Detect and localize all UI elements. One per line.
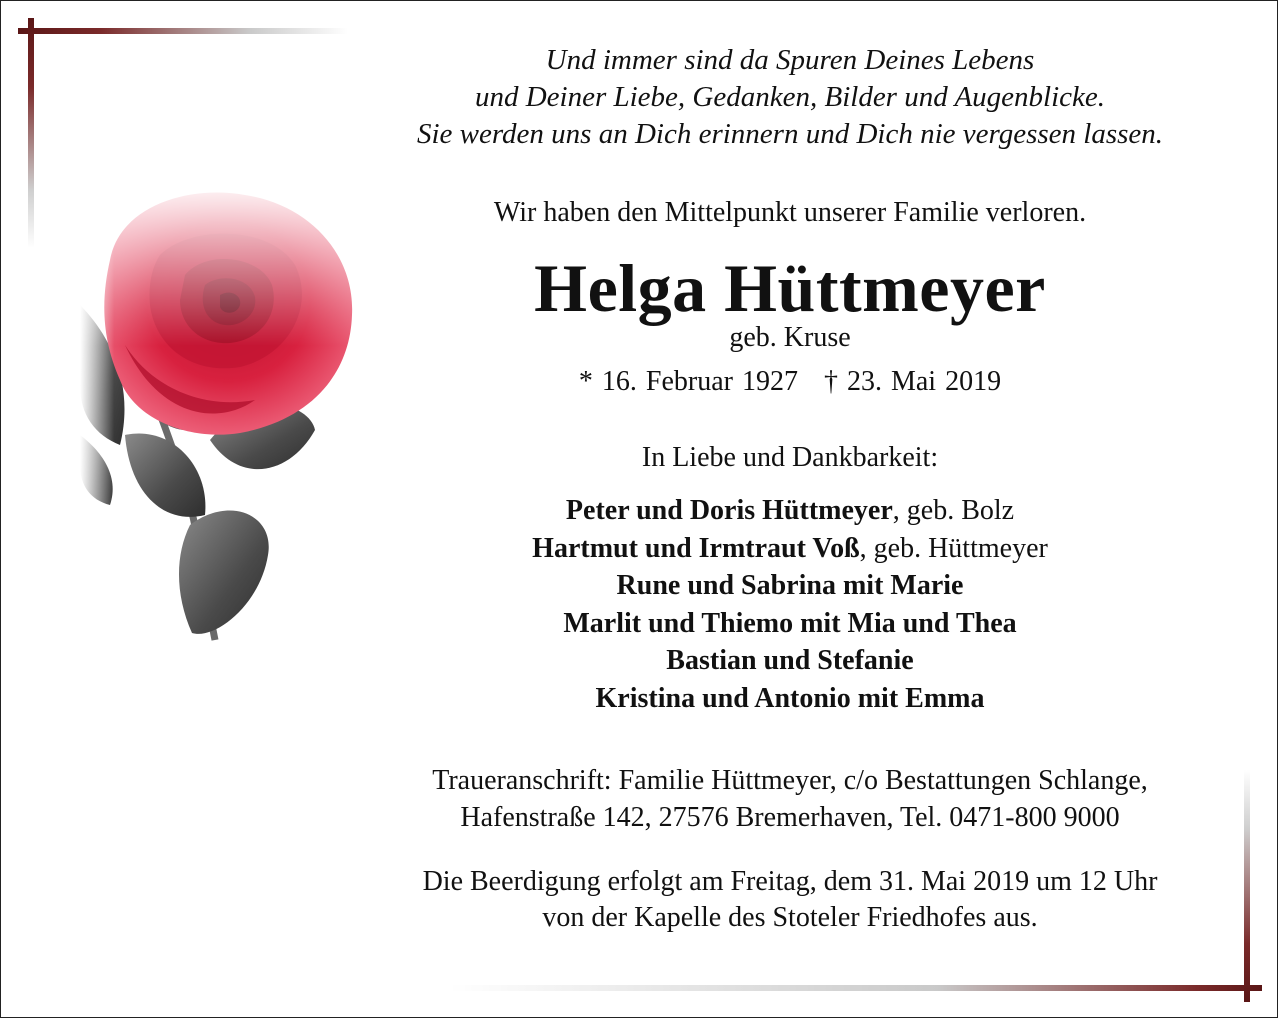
corner-decoration-bottom-right-vertical <box>1244 770 1250 1002</box>
family-member <box>340 530 1240 568</box>
family-member-name: Kristina und Antonio mit Emma <box>595 682 985 714</box>
poem <box>340 42 1240 153</box>
poem-line: und Deiner Liebe, Gedanken, Bilder und Augenblicke. <box>474 81 1106 113</box>
corner-decoration-top-left-vertical <box>28 18 34 248</box>
family-member-note: , geb. Hüttmeyer <box>859 532 1048 564</box>
maiden-name: geb. Kruse <box>729 322 851 353</box>
intro-text: Wir haben den Mittelpunkt unserer Familie verloren. <box>493 197 1087 228</box>
deceased-name: Helga Hüttmeyer <box>534 250 1046 326</box>
family-member-name: Bastian und Stefanie <box>666 645 914 676</box>
rose-image <box>80 185 365 645</box>
mourning-address <box>340 762 1240 836</box>
family-member-name: Marlit und Thiemo mit Mia und Thea <box>563 607 1017 639</box>
family-member-name: Peter und Doris Hüttmeyer <box>565 495 893 526</box>
family-member-name: Hartmut und Irmtraut Voß <box>532 532 860 564</box>
family-member <box>340 605 1240 643</box>
address-line: Traueranschrift: Familie Hüttmeyer, c/o Bestattungen Schlange, <box>432 765 1148 796</box>
family-member <box>340 680 1240 718</box>
family-member <box>340 642 1240 680</box>
family-member <box>340 567 1240 605</box>
poem-line: Sie werden uns an Dich erinnern und Dich nie vergessen lassen. <box>416 118 1164 150</box>
family-member-name: Rune und Sabrina mit Marie <box>616 570 964 601</box>
funeral-line: Die Beerdigung erfolgt am Freitag, dem 31. Mai 2019 um 12 Uhr <box>422 866 1158 897</box>
corner-decoration-bottom-right-horizontal <box>450 985 1262 991</box>
thanks-text: In Liebe und Dankbarkeit: <box>641 442 939 473</box>
family-member <box>340 492 1240 530</box>
life-dates <box>340 364 1240 400</box>
birth-date: * 16. Februar 1927 <box>578 366 798 397</box>
death-date: † 23. Mai 2019 <box>823 366 1002 397</box>
poem-line: Und immer sind da Spuren Deines Lebens <box>545 44 1035 76</box>
corner-decoration-top-left-horizontal <box>18 28 348 34</box>
address-line: Hafenstraße 142, 27576 Bremerhaven, Tel. 0471-800 9000 <box>460 802 1120 833</box>
funeral-notice <box>340 864 1240 936</box>
family-member-note: , geb. Bolz <box>892 495 1015 526</box>
funeral-line: von der Kapelle des Stoteler Friedhofes aus. <box>542 902 1038 933</box>
family-list <box>340 492 1240 717</box>
